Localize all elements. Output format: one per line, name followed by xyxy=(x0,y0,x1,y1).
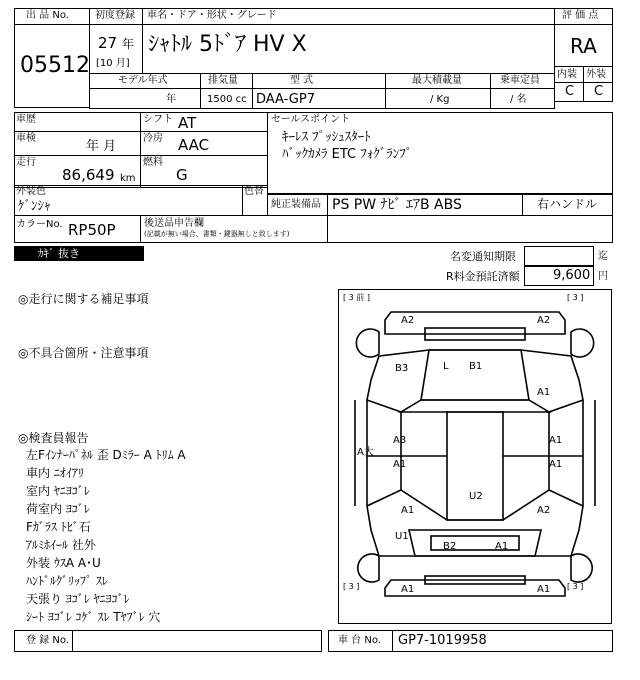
color-change-label: 色替 xyxy=(244,186,264,197)
mark-rear-door-right: A1 xyxy=(549,459,563,470)
mark-front-door-right: A1 xyxy=(549,435,563,446)
model-year-unit: 年 xyxy=(166,94,176,105)
registration-label: 登 録 No. xyxy=(26,635,69,646)
defects-label: ◎不具合箇所・注意事項 xyxy=(18,346,149,360)
details-box xyxy=(14,112,268,188)
inspector-line-7: 外装 ｳｽA A･U xyxy=(26,556,101,570)
color-no-value: RP50P xyxy=(68,221,116,239)
deadline-field xyxy=(524,246,594,266)
mileage-label: 走行 xyxy=(16,157,36,168)
equipment-value: PS PW ﾅﾋﾞ ｴｱB ABS xyxy=(332,197,462,213)
type-value: DAA-GP7 xyxy=(256,92,315,107)
mark-side-large: A大 xyxy=(357,447,374,458)
mark-front-door-left: A3 xyxy=(393,435,407,446)
inspector-line-1: 左Fｲﾝﾅｰﾊﾟﾈﾙ 歪 Dﾐﾗｰ A ﾄﾘﾑ A xyxy=(26,448,186,462)
lot-number: 05512 xyxy=(20,53,90,78)
capacity-label: 乗車定員 xyxy=(500,75,540,86)
mark-trunk-right: A1 xyxy=(495,541,509,552)
sales-point-2: ﾊﾞｯｸｶﾒﾗ ETC ﾌｫｸﾞﾗﾝﾌﾟ xyxy=(282,147,413,162)
post-report-note: (記載が無い場合、書類・鍵器無しと致します) xyxy=(144,230,290,238)
inspector-line-6: ｱﾙﾐﾎｲｰﾙ 社外 xyxy=(26,538,96,552)
inspector-line-9: 天張り ﾖｺﾞﾚ ﾔﾆﾖｺﾞﾚ xyxy=(26,592,130,606)
car-name: ｼｬﾄﾙ 5ﾄﾞｱ HV X xyxy=(148,32,307,57)
inspector-line-4: 荷室内 ﾖｺﾞﾚ xyxy=(26,502,90,516)
sales-point-1: ｷｰﾚｽ ﾌﾟｯｼｭｽﾀｰﾄ xyxy=(282,130,371,145)
inspection-label: 車検 xyxy=(16,133,36,144)
color-box xyxy=(14,185,268,216)
model-year-label: モデル年式 xyxy=(118,75,168,86)
post-report-label: 後送品申告欄 xyxy=(144,218,204,229)
inspector-label: ◎検査員報告 xyxy=(18,431,89,445)
chassis-value: GP7-1019958 xyxy=(398,633,487,648)
deadline-unit: 迄 xyxy=(598,251,608,262)
inspector-line-3: 室内 ﾔﾆﾖｺﾞﾚ xyxy=(26,484,90,498)
color-no-label: カラーNo. xyxy=(16,219,63,230)
max-load-value: / Kg xyxy=(430,94,450,105)
ext-color-label: 外装色 xyxy=(16,186,46,197)
fuel-value: G xyxy=(176,166,188,184)
max-load-label: 最大積載量 xyxy=(412,75,462,86)
type-label: 型 式 xyxy=(290,75,314,86)
mark-rear-quarter-right: A2 xyxy=(537,505,551,516)
mark-trunk: B2 xyxy=(443,541,457,552)
fuel-label: 燃料 xyxy=(143,157,163,168)
chassis-label: 車 台 No. xyxy=(338,635,381,646)
recycle-label: R料金預託済額 xyxy=(446,270,520,283)
exterior-grade: C xyxy=(594,84,604,99)
ac-value: AAC xyxy=(178,136,210,154)
rear-count-left: [ 3 ] xyxy=(343,582,360,591)
ext-color-value: ｹﾞﾝｼｬ xyxy=(18,199,51,214)
inspector-line-5: Fｶﾞﾗｽ ﾄﾋﾞ石 xyxy=(26,520,91,534)
handle-value: 右ハンドル xyxy=(537,197,598,211)
inspector-line-8: ﾊﾝﾄﾞﾙｸﾞﾘｯﾌﾟ ｽﾚ xyxy=(26,574,108,588)
reg-month: [10 月] xyxy=(96,58,130,69)
mileage-unit: km xyxy=(120,173,136,184)
lot-label: 出 品 No. xyxy=(26,10,69,21)
mark-rear-wheel-left: U1 xyxy=(395,531,409,542)
exterior-label: 外装 xyxy=(586,69,606,80)
mark-rear-bumper-right: A1 xyxy=(537,584,551,595)
interior-label: 内装 xyxy=(557,69,577,80)
key-removed-badge: ｶｷﾞ 抜き xyxy=(14,246,144,261)
mark-roof: U2 xyxy=(469,491,483,502)
mark-front-bumper-left: A2 xyxy=(401,315,415,326)
ac-label: 冷房 xyxy=(143,133,163,144)
interior-grade: C xyxy=(565,84,575,99)
reg-year-unit: 年 xyxy=(122,37,135,51)
first-reg-label: 初度登録 xyxy=(95,10,135,21)
eval-score: RA xyxy=(570,34,597,58)
inspection-value: 年 月 xyxy=(86,139,117,154)
car-diagram xyxy=(338,289,612,624)
mark-rear-bumper-left: A1 xyxy=(401,584,415,595)
driving-notes-label: ◎走行に関する補足事項 xyxy=(18,292,149,306)
equipment-label: 純正装備品 xyxy=(271,199,321,210)
reg-year: 27 xyxy=(98,34,118,52)
mark-front-bumper-right: A2 xyxy=(537,315,551,326)
mark-hood-right: B1 xyxy=(469,361,483,372)
recycle-unit: 円 xyxy=(598,271,608,282)
mark-rear-quarter-left: A1 xyxy=(401,505,415,516)
front-count-right: [ 3 ] xyxy=(567,293,584,302)
capacity-value: / 名 xyxy=(510,94,527,105)
displacement-label: 排気量 xyxy=(208,75,238,86)
history-label: 車歴 xyxy=(16,114,36,125)
inspector-line-2: 車内 ﾆｵｲｱﾘ xyxy=(26,466,84,480)
mark-hood-left: L xyxy=(443,361,449,372)
inspector-line-10: ｼｰﾄ ﾖｺﾞﾚ ｺｹﾞ ｽﾚ Tﾔﾌﾞﾚ 穴 xyxy=(26,610,161,624)
deadline-label: 名変通知期限 xyxy=(450,250,516,263)
mark-front-door-left-2: A1 xyxy=(393,459,407,470)
name-label: 車名・ドア・形状・グレード xyxy=(147,10,277,21)
car-outline xyxy=(339,290,611,623)
mileage-value: 86,649 xyxy=(62,166,115,184)
eval-label: 評 価 点 xyxy=(562,10,599,21)
rear-count-right: [ 3 ] xyxy=(567,582,584,591)
mark-front-fender-left: B3 xyxy=(395,363,409,374)
shift-label: シフト xyxy=(143,114,173,125)
recycle-value: 9,600 xyxy=(553,268,591,283)
sales-point-label: セールスポイント xyxy=(271,114,351,125)
shift-value: AT xyxy=(178,114,197,132)
displacement-value: 1500 cc xyxy=(207,94,247,105)
front-count-left: [ 3 前 ] xyxy=(343,293,370,302)
mark-front-fender-right: A1 xyxy=(537,387,551,398)
